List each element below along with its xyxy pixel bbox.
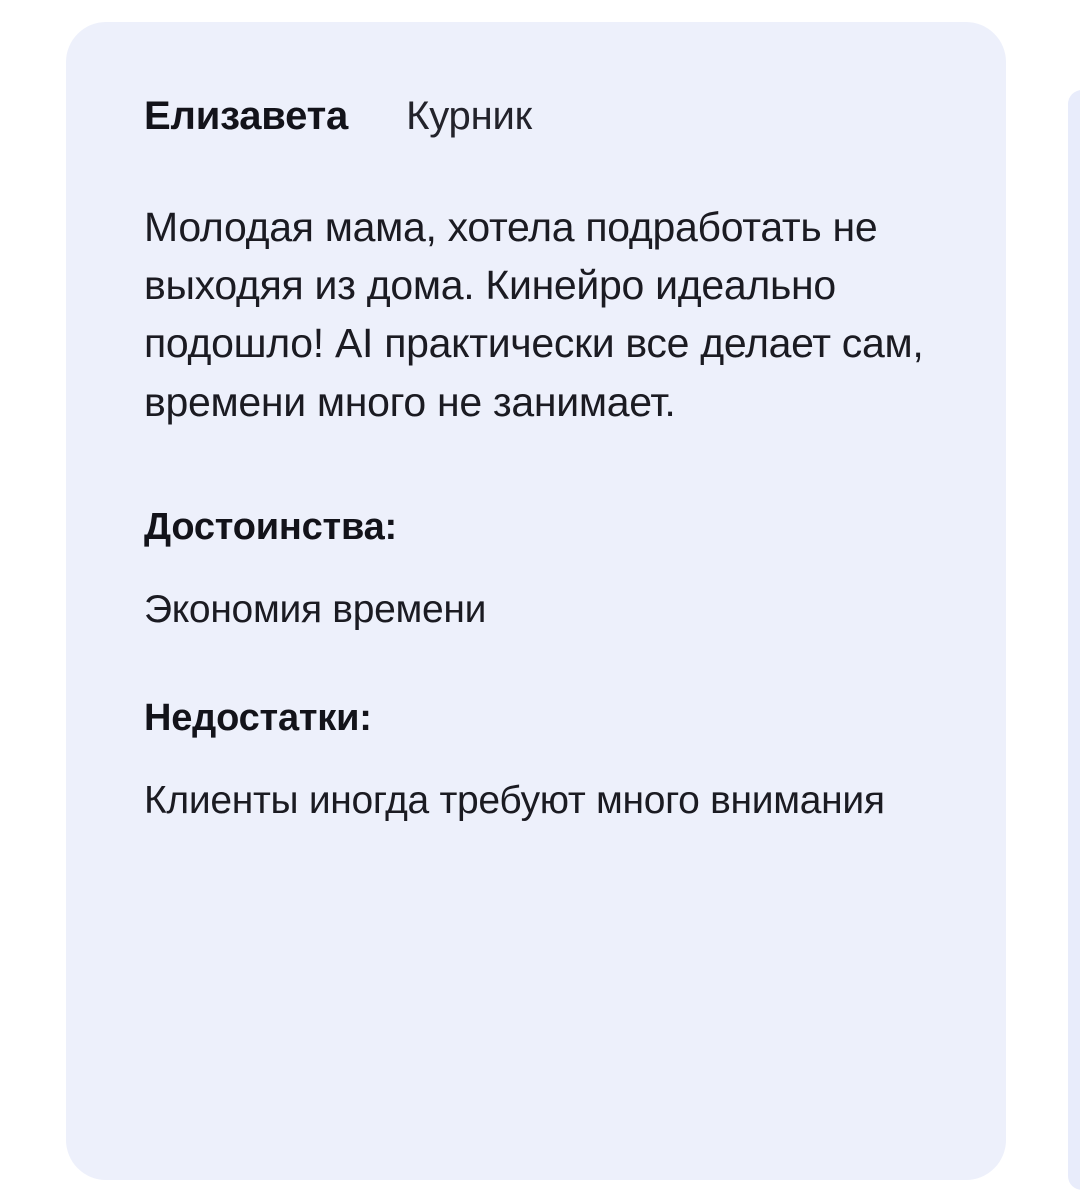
review-body-text: Молодая мама, хотела подработать не выходяя из дома. Кинейро идеально подошло! AI практически все делает сам, времени много не занимает. [144,204,924,425]
review-author-name: Елизавета [144,94,349,138]
review-cons-section [144,696,928,829]
review-author-row [144,94,928,138]
review-pros-text: Экономия времени [144,588,487,632]
review-card [66,22,1006,1180]
review-author-surname: Курник [406,94,532,138]
next-review-card-peek[interactable] [1068,90,1080,1190]
review-pros-title: Достоинства: [144,505,398,548]
review-cons-title: Недостатки: [144,696,372,739]
review-pros-section [144,505,928,638]
review-cons-text: Клиенты иногда требуют много внимания [144,779,885,823]
